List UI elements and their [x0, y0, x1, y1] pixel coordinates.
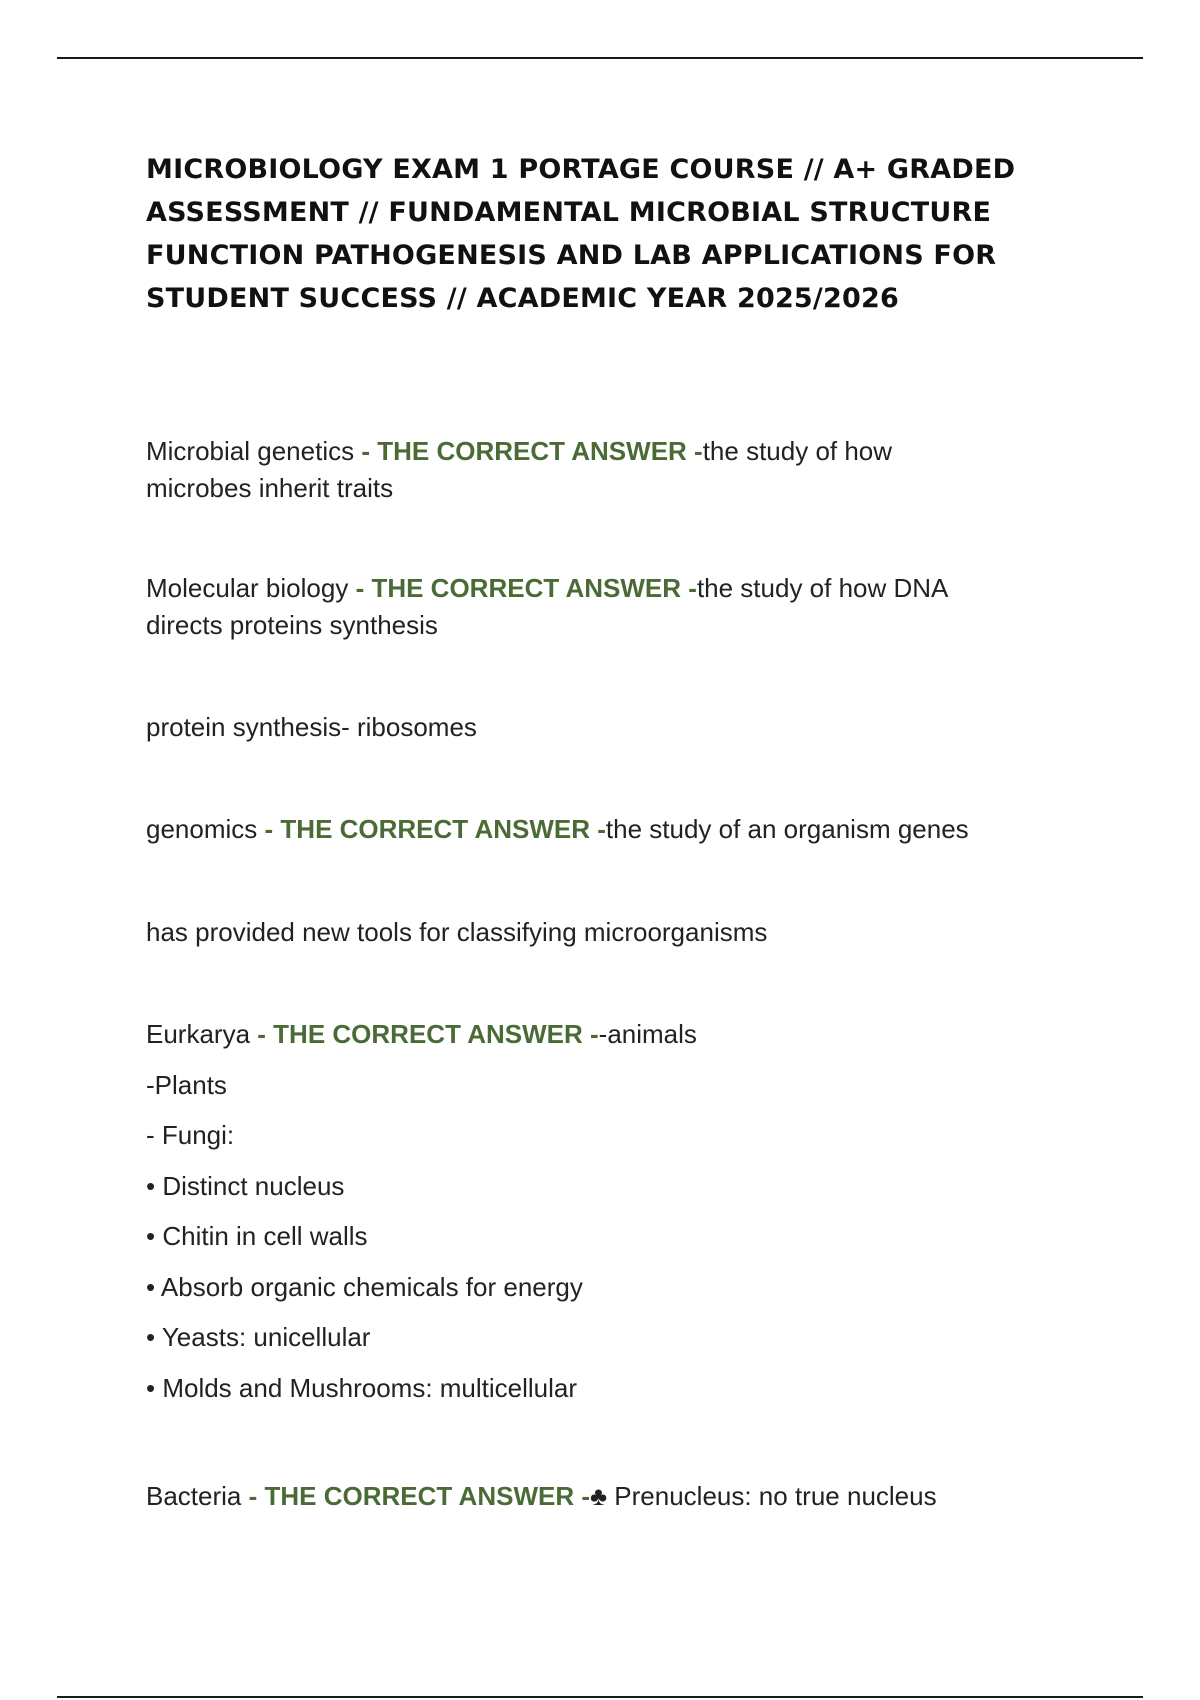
qa-entry-eurkarya — [146, 1009, 1086, 1413]
answer-text: -animals — [598, 1019, 697, 1049]
note-genomics: has provided new tools for classifying microorganisms — [146, 917, 768, 947]
answer-label: - THE CORRECT ANSWER - — [264, 814, 606, 844]
answer-text: the study of how — [702, 436, 893, 466]
list-item: - Fungi: — [146, 1120, 235, 1150]
bottom-rule — [57, 1696, 1143, 1698]
list-item: • Chitin in cell walls — [146, 1221, 368, 1251]
term: Bacteria — [146, 1481, 242, 1511]
list-item: -Plants — [146, 1069, 227, 1100]
document-title — [146, 148, 1086, 320]
answer-label: - THE CORRECT ANSWER - — [257, 1019, 599, 1049]
title-line: ASSESSMENT // FUNDAMENTAL MICROBIAL STRUCTURE — [146, 197, 992, 228]
list-item: • Yeasts: unicellular — [146, 1322, 371, 1352]
answer-label: - THE CORRECT ANSWER - — [361, 436, 703, 466]
title-line: STUDENT SUCCESS // ACADEMIC YEAR 2025/2026 — [146, 283, 899, 314]
list-item: • Distinct nucleus — [146, 1170, 345, 1201]
note-protein-synthesis: protein synthesis- ribosomes — [146, 712, 477, 742]
term: Eurkarya — [146, 1019, 251, 1049]
term: genomics — [146, 814, 258, 844]
answer-text: the study of how DNA — [696, 573, 949, 603]
answer-text: the study of an organism genes — [605, 814, 969, 844]
qa-entry-microbial-genetics — [146, 433, 1086, 507]
term: Microbial genetics — [146, 436, 355, 466]
answer-label: - THE CORRECT ANSWER - — [248, 1481, 590, 1511]
list-item: • Molds and Mushrooms: multicellular — [146, 1372, 578, 1403]
qa-entry-genomics — [146, 811, 1086, 848]
title-line: MICROBIOLOGY EXAM 1 PORTAGE COURSE // A+ GRADED — [146, 154, 1016, 185]
answer-text: ♣ Prenucleus: no true nucleus — [590, 1481, 937, 1511]
qa-entry-molecular-biology — [146, 570, 1086, 644]
answer-label: - THE CORRECT ANSWER - — [355, 573, 697, 603]
answer-text: microbes inherit traits — [146, 473, 394, 503]
title-line: FUNCTION PATHOGENESIS AND LAB APPLICATIONS FOR — [146, 240, 997, 271]
list-item: • Absorb organic chemicals for energy — [146, 1271, 583, 1302]
term: Molecular biology — [146, 573, 349, 603]
qa-entry-bacteria — [146, 1478, 1086, 1515]
top-rule — [57, 57, 1143, 59]
answer-text: directs proteins synthesis — [146, 610, 438, 640]
